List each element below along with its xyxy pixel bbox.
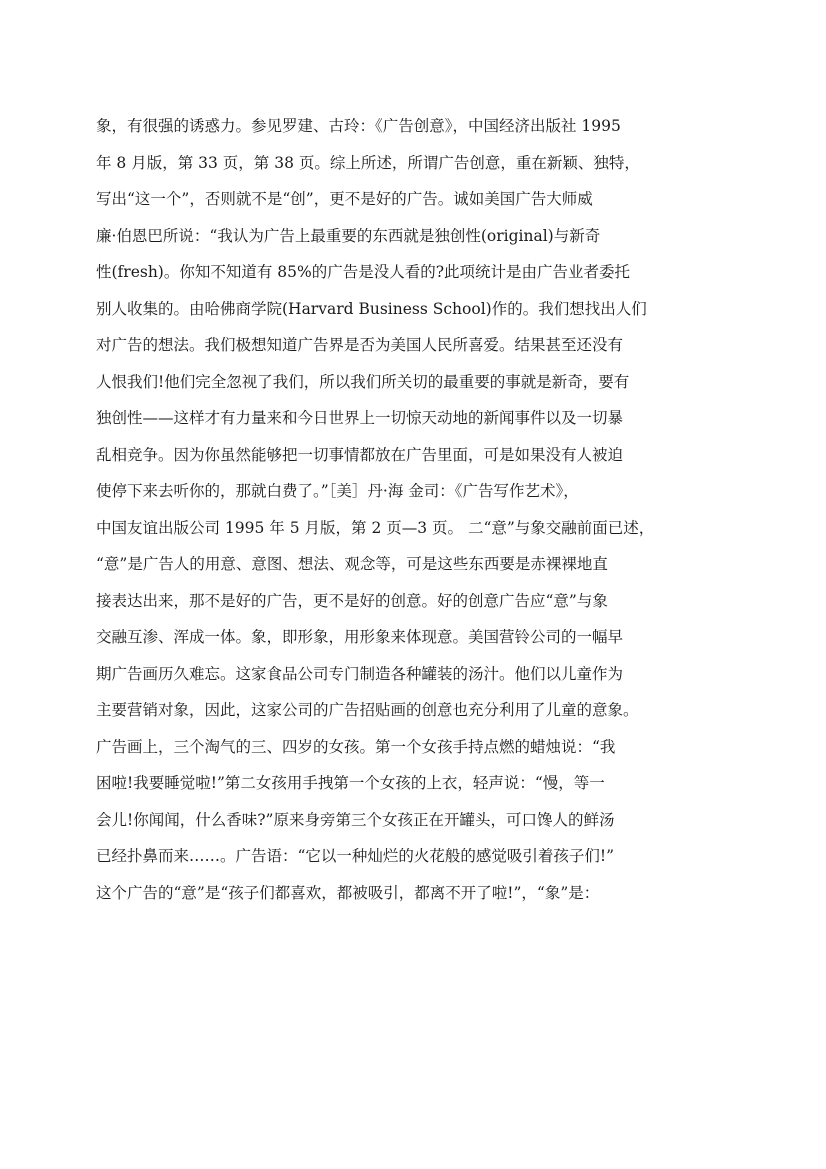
body-text [96,108,736,911]
text-line: 廉·伯恩巴所说：“我认为广告上最重要的东西就是独创性(original)与新奇 [96,226,601,245]
text-line: 期广告画历久难忘。这家食品公司专门制造各种罐装的汤汁。他们以儿童作为 [96,664,624,683]
text-line: 这个广告的“意”是“孩子们都喜欢，都被吸引，都离不开了啦!”，“象”是： [96,883,600,902]
text-line: 象，有很强的诱惑力。参见罗建、古玲：《广告创意》，中国经济出版社 1995 [96,117,621,135]
text-line: 广告画上，三个淘气的三、四岁的女孩。第一个女孩手持点燃的蜡烛说：“我 [96,737,616,756]
text-line: “意”是广告人的用意、意图、想法、观念等，可是这些东西要是赤裸裸地直 [96,555,608,573]
text-line: 接表达出来，那不是好的广告，更不是好的创意。好的创意广告应“意”与象 [96,591,608,610]
text-line: 会儿!你闻闻，什么香味?”原来身旁第三个女孩正在开罐头，可口馋人的鲜汤 [96,810,615,829]
text-line: 写出“这一个”，否则就不是“创”，更不是好的广告。诚如美国广告大师威 [96,190,593,208]
text-line: 年 8 月版，第 33 页，第 38 页。综上所述，所谓广告创意，重在新颖、独特， [96,153,640,172]
text-line: 中国友谊出版公司 1995 年 5 月版，第 2 页—3 页。 二“意”与象交融前面已述， [96,518,655,537]
text-line: 性(fresh)。你知不知道有 85%的广告是没人看的?此项统计是由广告业者委托 [96,263,631,281]
text-line: 独创性——这样才有力量来和今日世界上一切惊天动地的新闻事件以及一切暴 [96,409,624,427]
text-line: 交融互渗、浑成一体。象，即形象，用形象来体现意。美国营铃公司的一幅早 [96,628,624,646]
text-line: 主要营销对象，因此，这家公司的广告招贴画的创意也充分利用了儿童的意象。 [96,701,639,719]
text-line: 困啦!我要睡觉啦!”第二女孩用手拽第一个女孩的上衣，轻声说：“慢，等一 [96,774,605,792]
text-line: 使停下来去听你的，那就白费了。”［美］丹·海 金司：《广告写作艺术》， [96,482,579,500]
text-line: 乱相竞争。因为你虽然能够把一切事情都放在广告里面，可是如果没有人被迫 [96,445,624,464]
text-line: 已经扑鼻而来……。广告语：“它以一种灿烂的火花般的感觉吸引着孩子们!” [96,847,615,865]
text-line: 人恨我们!他们完全忽视了我们，所以我们所关切的最重要的事就是新奇，要有 [96,372,630,391]
text-line: 对广告的想法。我们极想知道广告界是否为美国人民所喜爱。结果甚至还没有 [96,336,624,354]
text-line: 别人收集的。由哈佛商学院(Harvard Business School)作的。我们想找出人们 [96,299,647,318]
